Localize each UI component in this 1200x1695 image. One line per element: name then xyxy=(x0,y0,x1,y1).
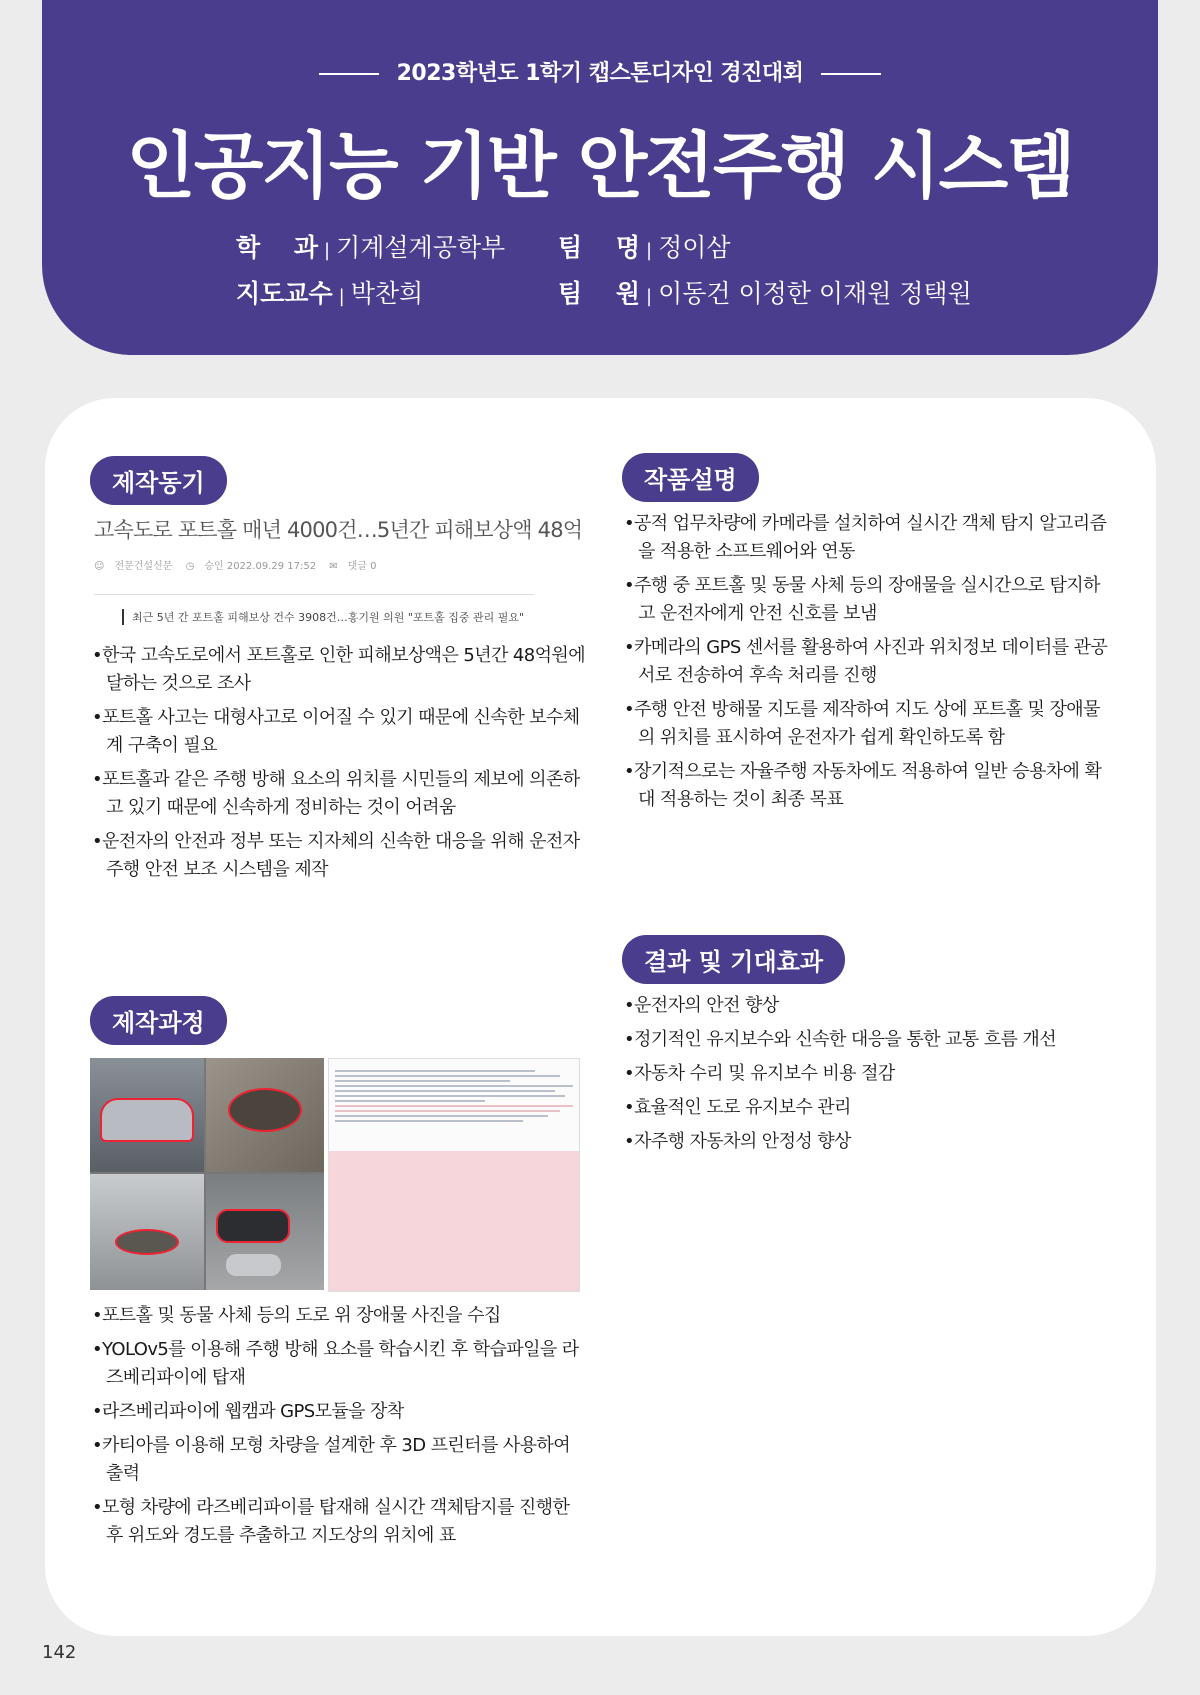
divider-left xyxy=(319,73,379,75)
motivation-tag: 제작동기 xyxy=(90,456,227,505)
separator: | xyxy=(646,286,653,307)
header-banner xyxy=(42,0,1158,355)
list-item: •운전자의 안전 향상 xyxy=(624,995,779,1016)
list-item: •자주행 자동차의 안정성 향상 xyxy=(624,1131,851,1152)
pothole-photo xyxy=(206,1058,324,1172)
news-source: 전문건설신문 xyxy=(114,561,173,572)
news-divider xyxy=(94,594,534,595)
list-item: •카티아를 이용해 모형 차량을 설계한 후 3D 프린터를 사용하여 출력 xyxy=(92,1435,571,1484)
clock-icon: ◷ xyxy=(185,561,195,572)
list-item: •모형 차량에 라즈베리파이를 탑재해 실시간 객체탐지를 진행한 후 위도와 경도를 추출하고 지도상의 위치에 표 xyxy=(92,1497,570,1546)
separator: | xyxy=(338,286,345,307)
comment-icon: ✉ xyxy=(329,561,338,572)
motivation-list xyxy=(92,642,590,890)
list-item: •라즈베리파이에 웹캠과 GPS모듈을 장착 xyxy=(92,1401,404,1422)
list-item: •한국 고속도로에서 포트홀로 인한 피해보상액은 5년간 48억원에 달하는 것으로 조사 xyxy=(92,645,586,694)
dept-label: 학 과 xyxy=(236,233,319,262)
process-list xyxy=(92,1302,590,1556)
list-item: •카메라의 GPS 센서를 활용하여 사진과 위치정보 데이터를 관공서로 전송하여 후속 처리를 진행 xyxy=(624,637,1108,686)
list-item: •운전자의 안전과 정부 또는 지자체의 신속한 대응을 위해 운전자 주행 안전 보조 시스템을 제작 xyxy=(92,831,580,880)
list-item: •포트홀 사고는 대형사고로 이어질 수 있기 때문에 신속한 보수체계 구축이 필요 xyxy=(92,707,580,756)
list-item: •장기적으로는 자율주행 자동차에도 적용하여 일반 승용차에 확대 적용하는 것이 최종 목표 xyxy=(624,761,1102,810)
list-item: •정기적인 유지보수와 신속한 대응을 통한 교통 흐름 개선 xyxy=(624,1029,1056,1050)
event-title-row xyxy=(42,56,1158,87)
list-item: •공적 업무차량에 카메라를 설치하여 실시간 객체 탐지 알고리즘을 적용한 소프트웨어와 연동 xyxy=(624,513,1107,562)
separator: | xyxy=(646,240,653,261)
user-icon: ☺ xyxy=(94,561,105,572)
team-row xyxy=(558,228,731,264)
advisor-row xyxy=(236,274,423,310)
list-item: •포트홀과 같은 주행 방해 요소의 위치를 시민들의 제보에 의존하고 있기 때문에 신속하게 정비하는 것이 어려움 xyxy=(92,769,580,818)
members-value: 이동건 이정한 이재원 정택원 xyxy=(658,279,972,308)
parking-photo xyxy=(206,1174,324,1290)
divider-right xyxy=(821,73,881,75)
list-item: •자동차 수리 및 유지보수 비용 절감 xyxy=(624,1063,895,1084)
description-tag: 작품설명 xyxy=(622,453,759,502)
list-item: •YOLOv5를 이용해 주행 방해 요소를 학습시킨 후 학습파일을 라즈베리파이에 탑재 xyxy=(92,1339,579,1388)
list-item: •포트홀 및 동물 사체 등의 도로 위 장애물 사진을 수집 xyxy=(92,1305,501,1326)
list-item: •주행 중 포트홀 및 동물 사체 등의 장애물을 실시간으로 탐지하고 운전자에게 안전 신호를 보냄 xyxy=(624,575,1100,624)
news-comments: 댓글 0 xyxy=(347,561,377,572)
results-list xyxy=(624,992,1116,1162)
description-list xyxy=(624,510,1116,820)
news-meta xyxy=(94,557,387,572)
team-label: 팀 명 xyxy=(558,233,641,262)
advisor-value: 박찬희 xyxy=(350,279,424,308)
members-label: 팀 원 xyxy=(558,279,641,308)
separator: | xyxy=(324,240,331,261)
project-title: 인공지능 기반 안전주행 시스템 xyxy=(126,124,1074,208)
news-subtitle: 최근 5년 간 포트홀 피해보상 건수 3908건…홍기원 의원 "포트홀 집중 관리 필요" xyxy=(122,609,524,625)
advisor-label: 지도교수 xyxy=(236,279,333,308)
dept-value: 기계설계공학부 xyxy=(336,233,506,262)
training-photo-collage xyxy=(90,1058,324,1290)
event-title: 2023학년도 1학기 캡스톤디자인 경진대회 xyxy=(396,61,804,86)
road-pothole-photo xyxy=(90,1174,204,1290)
team-value: 정이삼 xyxy=(658,233,731,262)
page-number: 142 xyxy=(42,1642,77,1663)
results-tag: 결과 및 기대효과 xyxy=(622,935,845,984)
members-row xyxy=(558,274,972,310)
car-photo xyxy=(90,1058,204,1172)
process-tag: 제작과정 xyxy=(90,996,227,1045)
list-item: •효율적인 도로 유지보수 관리 xyxy=(624,1097,851,1118)
news-headline: 고속도로 포트홀 매년 4000건…5년간 피해보상액 48억 xyxy=(94,518,583,542)
news-date: 승인 2022.09.29 17:52 xyxy=(204,561,317,572)
dept-row xyxy=(236,228,505,264)
training-console-screenshot xyxy=(328,1058,580,1292)
list-item: •주행 안전 방해물 지도를 제작하여 지도 상에 포트홀 및 장애물의 위치를 표시하여 운전자가 쉽게 확인하도록 함 xyxy=(624,699,1100,748)
